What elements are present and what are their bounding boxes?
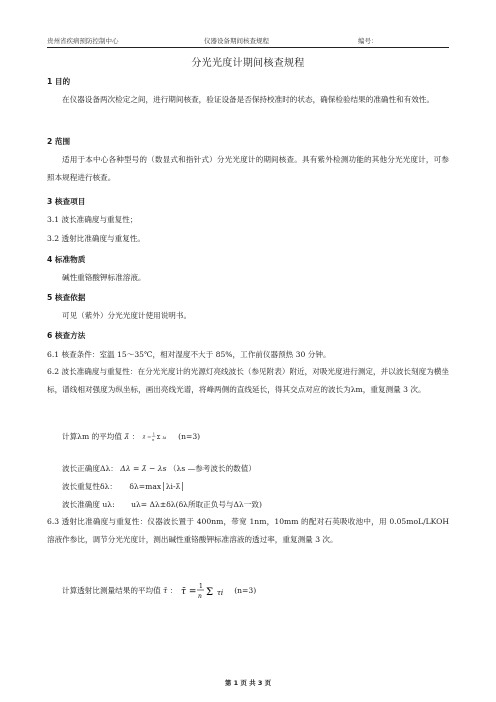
- header-org: 贵州省疾病预防控制中心: [47, 37, 119, 45]
- formula-wavelength-correctness: [62, 463, 256, 474]
- svg-text:1: 1: [152, 432, 155, 437]
- section-6-item-1: 6.1 核查条件：室温 15～35℃，相对湿度不大于 85%，工作前仪器预热 30 分钟。: [47, 350, 331, 359]
- section-3-item-1: 3.1 波长准确度与重复性；: [47, 215, 138, 224]
- section-3-item-2: 3.2 透射比准确度与重复性。: [47, 234, 146, 243]
- svg-text:τ̄ =: τ̄ =: [180, 587, 197, 597]
- formula-5-n: (n=3): [234, 586, 257, 595]
- header-number-label: 编号：: [358, 37, 378, 45]
- formula-3-label: 波长重复性δλ：: [62, 482, 117, 491]
- svg-text:λ̄ =: λ̄ =: [142, 434, 151, 441]
- header-doc-name: 仪器设备期间核查规程: [204, 37, 269, 45]
- formula-4-expr: uλ= Δλ±δλ(δλ所取正负号与Δλ一致): [131, 500, 262, 509]
- section-4-text: 碱性重铬酸钾标准溶液。: [62, 273, 146, 282]
- svg-text:n: n: [197, 593, 202, 600]
- formula-1-label: 计算λm 的平均值: [62, 432, 122, 441]
- formula-wavelength-repeatability: [62, 481, 185, 492]
- formula-1-symbol: λ̄: [124, 432, 130, 441]
- page-header: [47, 35, 449, 48]
- section-5-text: 可见（紫外）分光光度计使用说明书。: [62, 311, 192, 320]
- section-5-heading: 5 核查依据: [47, 293, 86, 302]
- formula-4-label: 波长准确度 uλ:: [62, 500, 115, 509]
- formula-3-expr: δλ=max│λi-λ̄│: [129, 482, 185, 491]
- formula-wavelength-accuracy: [62, 499, 262, 510]
- section-2-heading: 2 范围: [47, 137, 71, 146]
- section-6-heading: 6 核查方法: [47, 331, 86, 340]
- section-3-heading: 3 核查项目: [47, 197, 86, 206]
- formula-2-expr: Δλ = λ̄ − λs: [120, 464, 167, 473]
- section-1-heading: 1 目的: [47, 77, 71, 86]
- svg-text:Σ: Σ: [156, 435, 161, 442]
- formula-mean-wavelength: 计算λm 的平均值 λ̄ ： λ̄ = 1 n Σ λi (n=3): [62, 430, 200, 444]
- svg-text:n: n: [151, 437, 155, 442]
- formula-5-symbol: τ̄: [163, 586, 168, 595]
- section-4-heading: 4 标准物质: [47, 255, 86, 264]
- svg-text:λi: λi: [162, 435, 166, 441]
- formula-2-label: 波长正确度Δλ：: [62, 464, 118, 473]
- formula-2-note: （λs —参考波长的数值）: [168, 464, 256, 473]
- page-footer: 第 1 页 共 3 页: [224, 679, 272, 687]
- formula-5-label: 计算透射比测量结果的平均值: [62, 586, 161, 595]
- svg-text:τi: τi: [216, 589, 223, 597]
- document-title: 分光光度计期间核查规程: [191, 58, 305, 69]
- section-6-item-2: 6.2 波长准确度与重复性：在分光光度计的光源灯亮线波长（参见附表）附近，对吸光度进行测定，并以波长刻度为横坐标，谱线相对强度为纵坐标，画出亮线光谱，将峰两侧的直线延长，得其交点对应的波长为λm，重复测量 3 次。: [47, 367, 449, 394]
- formula-mean-transmittance: 计算透射比测量结果的平均值 τ̄ ： τ̄ = 1 n Σ τi (n=3): [62, 580, 256, 602]
- section-2-text: 适用于本中心各种型号的（数显式和指针式）分光光度计的期间核查。具有紫外检测功能的其他分光光度计，可参照本规程进行核查。: [47, 155, 449, 182]
- svg-text:Σ: Σ: [205, 587, 213, 598]
- section-6-item-3: 6.3 透射比准确度与重复性：仪器波长置于 400nm，带宽 1nm，10mm 的配对石英吸收池中，用 0.05moL/LKOH 溶液作参比，调节分光光度计，测出碱性重铬酸钾标准溶液的透过率，重复测量 3 次。: [47, 517, 449, 544]
- formula-5-summation: [180, 580, 226, 602]
- formula-1-n: (n=3): [178, 432, 201, 441]
- section-1-text: 在仪器设备两次检定之间，进行期间核查，验证设备是否保持校准时的状态，确保检验结果的准确性和有效性。: [62, 95, 435, 104]
- formula-1-summation: [142, 430, 168, 444]
- svg-text:1: 1: [198, 583, 203, 590]
